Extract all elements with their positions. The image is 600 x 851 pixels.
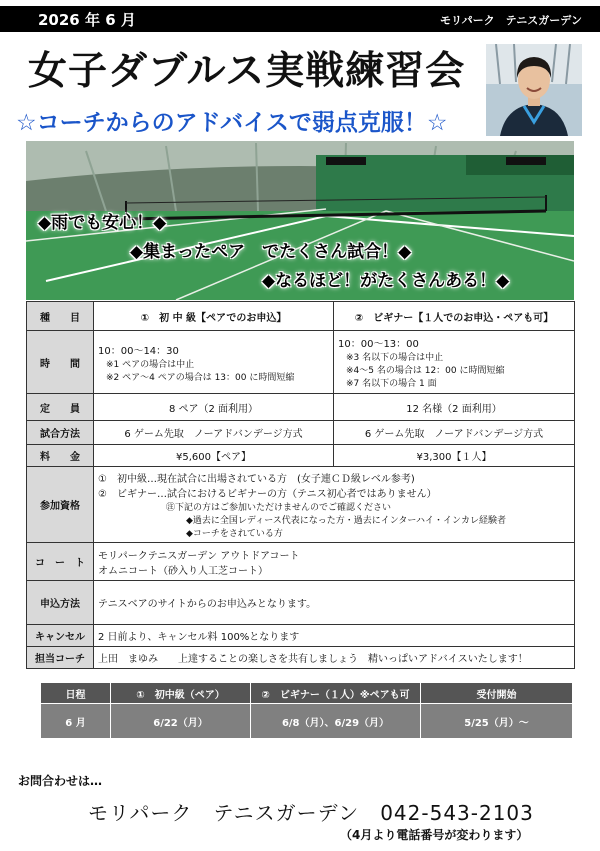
- court-line: オムニコート（砂入り人工芝コート）: [98, 565, 268, 577]
- table-row: [27, 331, 575, 394]
- eligibility-note: ◆コーチをされている方: [186, 529, 283, 539]
- table-row: [27, 302, 575, 331]
- page-title: 女子ダブルス実戦練習会: [28, 49, 466, 94]
- time-a-main: 10：00〜14：30: [98, 345, 179, 357]
- time-a-note: ※2 ペア〜4 ペアの場合は 13：00 に時間短縮: [106, 372, 295, 383]
- capacity-label: 定 員: [27, 394, 94, 421]
- event-info-table: [26, 301, 575, 669]
- time-a-note: ※1 ペアの場合は中止: [106, 359, 195, 370]
- event-date: 2026 年 6 月: [38, 11, 136, 29]
- format-a: 6 ゲーム先取 ノーアドバンデージ方式: [94, 421, 334, 445]
- fee-label: 料 金: [27, 445, 94, 467]
- table-row: [27, 467, 575, 543]
- eligibility-line: ② ビギナー…試合におけるビギナーの方（テニス初心者ではありません）: [98, 489, 437, 500]
- contact-label: お問合わせは…: [18, 774, 103, 788]
- header-bar: [0, 6, 600, 32]
- format-label: 試合方法: [27, 421, 94, 445]
- table-row: [27, 394, 575, 421]
- schedule-header: 受付開始: [421, 683, 573, 704]
- court-line: モリパークテニスガーデン アウトドアコート: [98, 550, 300, 562]
- tagline-rain: ◆雨でも安心！◆: [38, 213, 167, 233]
- table-row: [27, 581, 575, 625]
- category-label: 種 目: [27, 302, 94, 331]
- schedule-header: 日程: [41, 683, 111, 704]
- table-row: [27, 625, 575, 647]
- schedule-header-row: [41, 683, 573, 704]
- court-label: コ ー ト: [27, 543, 94, 581]
- table-row: [27, 421, 575, 445]
- coach-label: 担当コーチ: [27, 647, 94, 669]
- fee-b: ¥3,300【１人】: [334, 445, 575, 467]
- time-b-note: ※4〜5 名の場合は 12：00 に時間短縮: [346, 366, 505, 376]
- subtitle: ☆コーチからのアドバイスで弱点克服！☆: [16, 110, 448, 136]
- schedule-registration-start: 5/25（月）〜: [421, 704, 573, 739]
- eligibility-note: ◆過去に全国レディース代表になった方・過去にインターハイ・インカレ経験者: [186, 516, 506, 526]
- schedule-header: ② ビギナー（１人）※ペアも可: [251, 683, 421, 704]
- table-row: [27, 445, 575, 467]
- schedule-table: [40, 682, 573, 739]
- course-a-header: ① 初 中 級【ペアでのお申込】: [94, 302, 334, 331]
- cancel-label: キャンセル: [27, 625, 94, 647]
- schedule-course-a-date: 6/22（月）: [111, 704, 251, 739]
- table-row: [27, 647, 575, 669]
- time-b-note: ※7 名以下の場合 1 面: [346, 379, 437, 389]
- schedule-course-b-dates: 6/8（月）、6/29（月）: [251, 704, 421, 739]
- schedule-row: [41, 704, 573, 739]
- eligibility-line: ① 初中級…現在試合に出場されている方 (女子連ＣＤ級レベル参考): [98, 474, 415, 485]
- time-b-note: ※3 名以下の場合は中止: [346, 353, 444, 363]
- coach-photo: [486, 44, 582, 136]
- apply-content: テニスベアのサイトからのお申込みとなります。: [94, 581, 575, 625]
- coach-content: 上田 まゆみ 上達することの楽しさを共有しましょう 精いっぱいアドバイスいたします！: [94, 647, 575, 669]
- time-label: 時 間: [27, 331, 94, 394]
- schedule-header: ① 初中級（ペア）: [111, 683, 251, 704]
- time-a: [94, 331, 334, 394]
- eligibility-label: 参加資格: [27, 467, 94, 543]
- cancel-content: 2 日前より、キャンセル料 100%となります: [94, 625, 575, 647]
- organizer-name: モリパーク テニスガーデン: [439, 14, 582, 27]
- schedule-month: 6 月: [41, 704, 111, 739]
- course-b-header: ② ビギナー【１人でのお申込・ペアも可】: [334, 302, 575, 331]
- apply-label: 申込方法: [27, 581, 94, 625]
- court-content: [94, 543, 575, 581]
- eligibility-content: [94, 467, 575, 543]
- phone-change-note: （4月より電話番号が変わります）: [340, 828, 529, 842]
- tagline-matches: ◆集まったペア でたくさん試合！◆: [130, 242, 412, 262]
- time-b-main: 10：00〜13：00: [338, 339, 419, 350]
- capacity-b: 12 名様（2 面利用）: [334, 394, 575, 421]
- contact-phone: モリパーク テニスガーデン 042-543-2103: [88, 801, 534, 825]
- format-b: 6 ゲーム先取 ノーアドバンデージ方式: [334, 421, 575, 445]
- eligibility-note: ㊟下記の方はご参加いただけませんのでご確認ください: [166, 503, 392, 513]
- table-row: [27, 543, 575, 581]
- capacity-a: 8 ペア（2 面利用）: [94, 394, 334, 421]
- tagline-discoveries: ◆なるほど！がたくさんある！◆: [262, 271, 510, 291]
- time-b: [334, 331, 575, 394]
- fee-a: ¥5,600【ペア】: [94, 445, 334, 467]
